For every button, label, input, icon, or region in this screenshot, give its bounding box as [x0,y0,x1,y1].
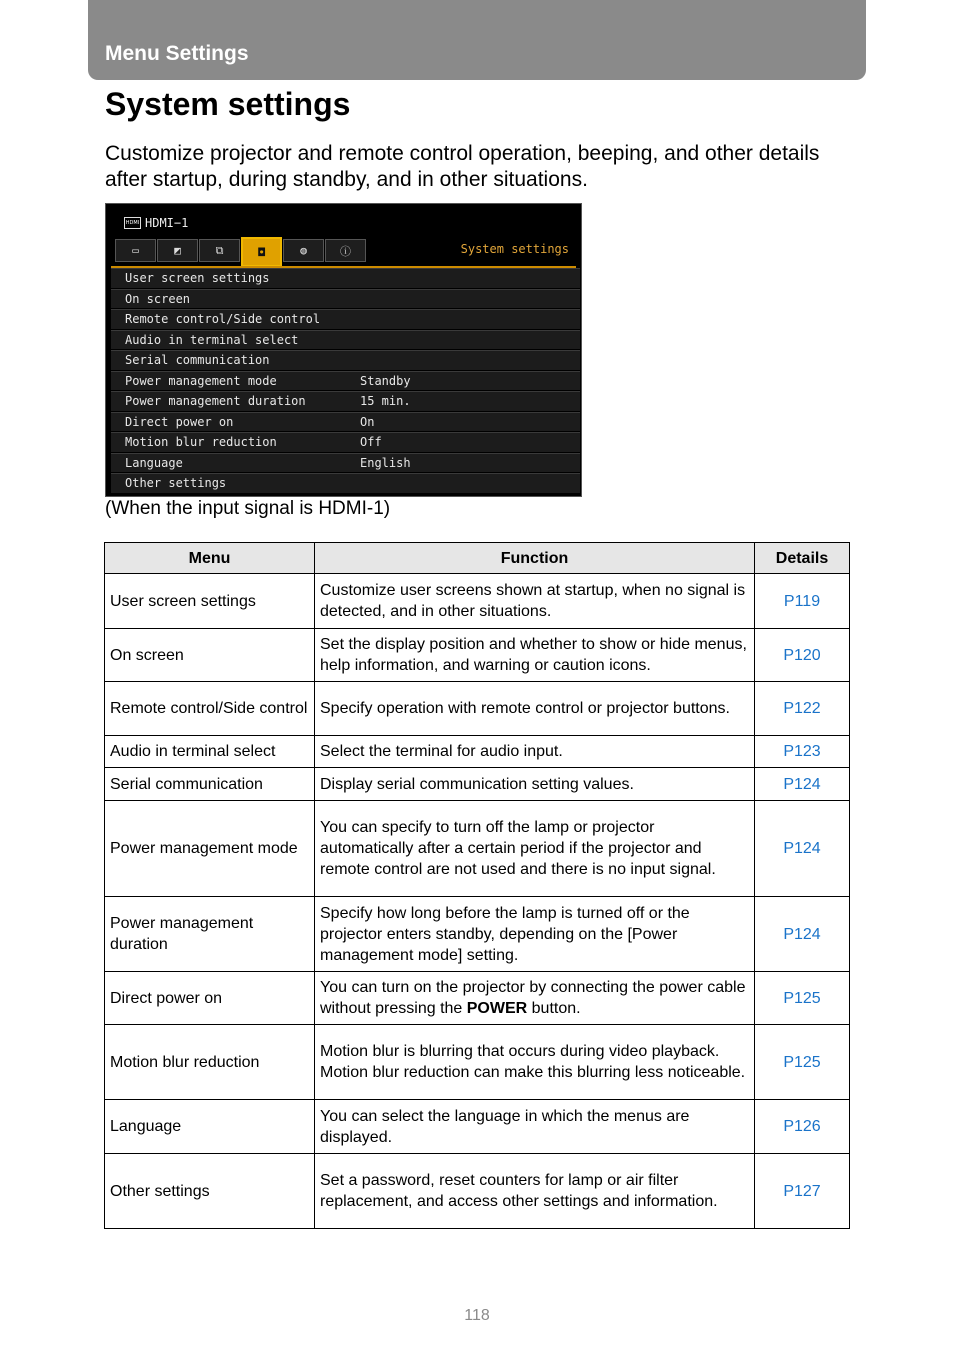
function-cell: Specify how long before the lamp is turned off or the projector enters standby, depending on the [Power management mode] setting. [315,897,755,972]
table-header-row [105,543,850,574]
page-number: 118 [464,1307,490,1324]
column-header-menu: Menu [105,543,315,574]
osd-menu-item[interactable] [111,268,580,288]
details-link[interactable]: P120 [755,629,850,682]
menu-cell: Language [105,1100,315,1154]
table-row [105,682,850,736]
table-row [105,1025,850,1100]
osd-section-title: System settings [460,242,569,256]
osd-item-value: 15 min. [360,394,411,408]
settings-table [104,542,850,1229]
osd-menu-item[interactable] [111,371,580,391]
details-link[interactable]: P124 [755,768,850,801]
osd-tab-active[interactable] [241,237,282,267]
osd-item-value: Off [360,435,382,449]
details-link[interactable]: P125 [755,972,850,1025]
osd-menu-list [111,268,580,494]
table-row [105,1154,850,1229]
menu-cell: Direct power on [105,972,315,1025]
section-title: Menu Settings [105,42,249,65]
menu-cell: Remote control/Side control [105,682,315,736]
osd-item-label: User screen settings [125,271,270,285]
details-link[interactable]: P122 [755,682,850,736]
osd-menu-item[interactable] [111,473,580,493]
information-icon: ⓘ [340,244,351,258]
osd-tab[interactable] [157,239,198,262]
section-banner [88,0,866,80]
function-text: You can turn on the projector by connecting the power cable without pressing the [320,979,746,1017]
details-link[interactable]: P119 [755,574,850,629]
details-link[interactable]: P123 [755,736,850,768]
hdmi-icon: HDMI [124,217,141,229]
menu-cell: Audio in terminal select [105,736,315,768]
details-link[interactable]: P124 [755,897,850,972]
menu-cell: Power management mode [105,801,315,897]
osd-menu-item[interactable] [111,289,580,309]
osd-tab[interactable] [325,239,366,262]
table-row [105,897,850,972]
table-row [105,574,850,629]
network-icon: ◍ [300,244,307,257]
details-link[interactable]: P127 [755,1154,850,1229]
table-row [105,801,850,897]
function-text: button. [527,1000,581,1017]
menu-cell: Other settings [105,1154,315,1229]
osd-menu-item[interactable] [111,453,580,473]
menu-cell: Serial communication [105,768,315,801]
osd-item-label: Remote control/Side control [125,312,321,326]
function-cell: Set the display position and whether to show or hide menus, help information, and warning or caution icons. [315,629,755,682]
osd-source-indicator [124,216,188,230]
menu-cell: Power management duration [105,897,315,972]
osd-tab[interactable] [199,239,240,262]
function-cell [315,972,755,1025]
details-link[interactable]: P124 [755,801,850,897]
osd-source-label: HDMI−1 [145,216,189,230]
osd-item-value: On [360,414,375,429]
page-title: System settings [105,86,351,122]
osd-item-label: Motion blur reduction [125,435,277,449]
menu-cell: On screen [105,629,315,682]
table-row [105,629,850,682]
table-row [105,1100,850,1154]
osd-tab-bar [115,239,366,267]
screenshot-caption: (When the input signal is HDMI-1) [105,498,391,519]
osd-menu-item[interactable] [111,412,580,432]
osd-item-label: On screen [125,291,191,306]
system-settings-icon: ◘ [258,245,265,259]
osd-menu-item[interactable] [111,391,580,411]
osd-menu-screenshot [105,203,582,497]
osd-item-value: English [360,455,411,470]
osd-tab[interactable] [115,239,156,262]
osd-item-label: Serial communication [125,353,270,367]
function-cell: Motion blur is blurring that occurs during video playback. Motion blur reduction can make this blurring less noticeable. [315,1025,755,1100]
table-row [105,768,850,801]
osd-item-label: Language [125,455,183,470]
intro-paragraph: Customize projector and remote control operation, beeping, and other details after startup, during standby, and in other situations. [105,142,820,191]
osd-menu-item[interactable] [111,350,580,370]
osd-item-label: Power management duration [125,394,306,408]
column-header-details: Details [755,543,850,574]
menu-cell: Motion blur reduction [105,1025,315,1100]
osd-menu-item[interactable] [111,432,580,452]
table-row [105,972,850,1025]
osd-tab[interactable] [283,239,324,262]
details-link[interactable]: P125 [755,1025,850,1100]
function-cell: Display serial communication setting values. [315,768,755,801]
function-cell: You can select the language in which the menus are displayed. [315,1100,755,1154]
osd-item-label: Power management mode [125,373,277,388]
power-button-name: POWER [466,1000,528,1017]
function-cell: Specify operation with remote control or projector buttons. [315,682,755,736]
osd-menu-item[interactable] [111,309,580,329]
menu-cell: User screen settings [105,574,315,629]
function-cell: Customize user screens shown at startup, when no signal is detected, and in other situations. [315,574,755,629]
osd-item-label: Direct power on [125,414,234,429]
function-cell: Set a password, reset counters for lamp or air filter replacement, and access other settings and information. [315,1154,755,1229]
image-quality-icon: ◩ [174,244,181,257]
osd-item-label: Audio in terminal select [125,332,299,347]
details-link[interactable]: P126 [755,1100,850,1154]
table-row [105,736,850,768]
image-adjust-icon: ▭ [132,244,139,257]
osd-menu-item[interactable] [111,330,580,350]
osd-item-value: Standby [360,373,411,388]
installation-icon: ⧉ [215,243,224,257]
column-header-function: Function [315,543,755,574]
function-cell: Select the terminal for audio input. [315,736,755,768]
osd-item-label: Other settings [125,476,227,490]
function-cell: You can specify to turn off the lamp or projector automatically after a certain period if the projector and remote control are not used and there is no input signal. [315,801,755,897]
